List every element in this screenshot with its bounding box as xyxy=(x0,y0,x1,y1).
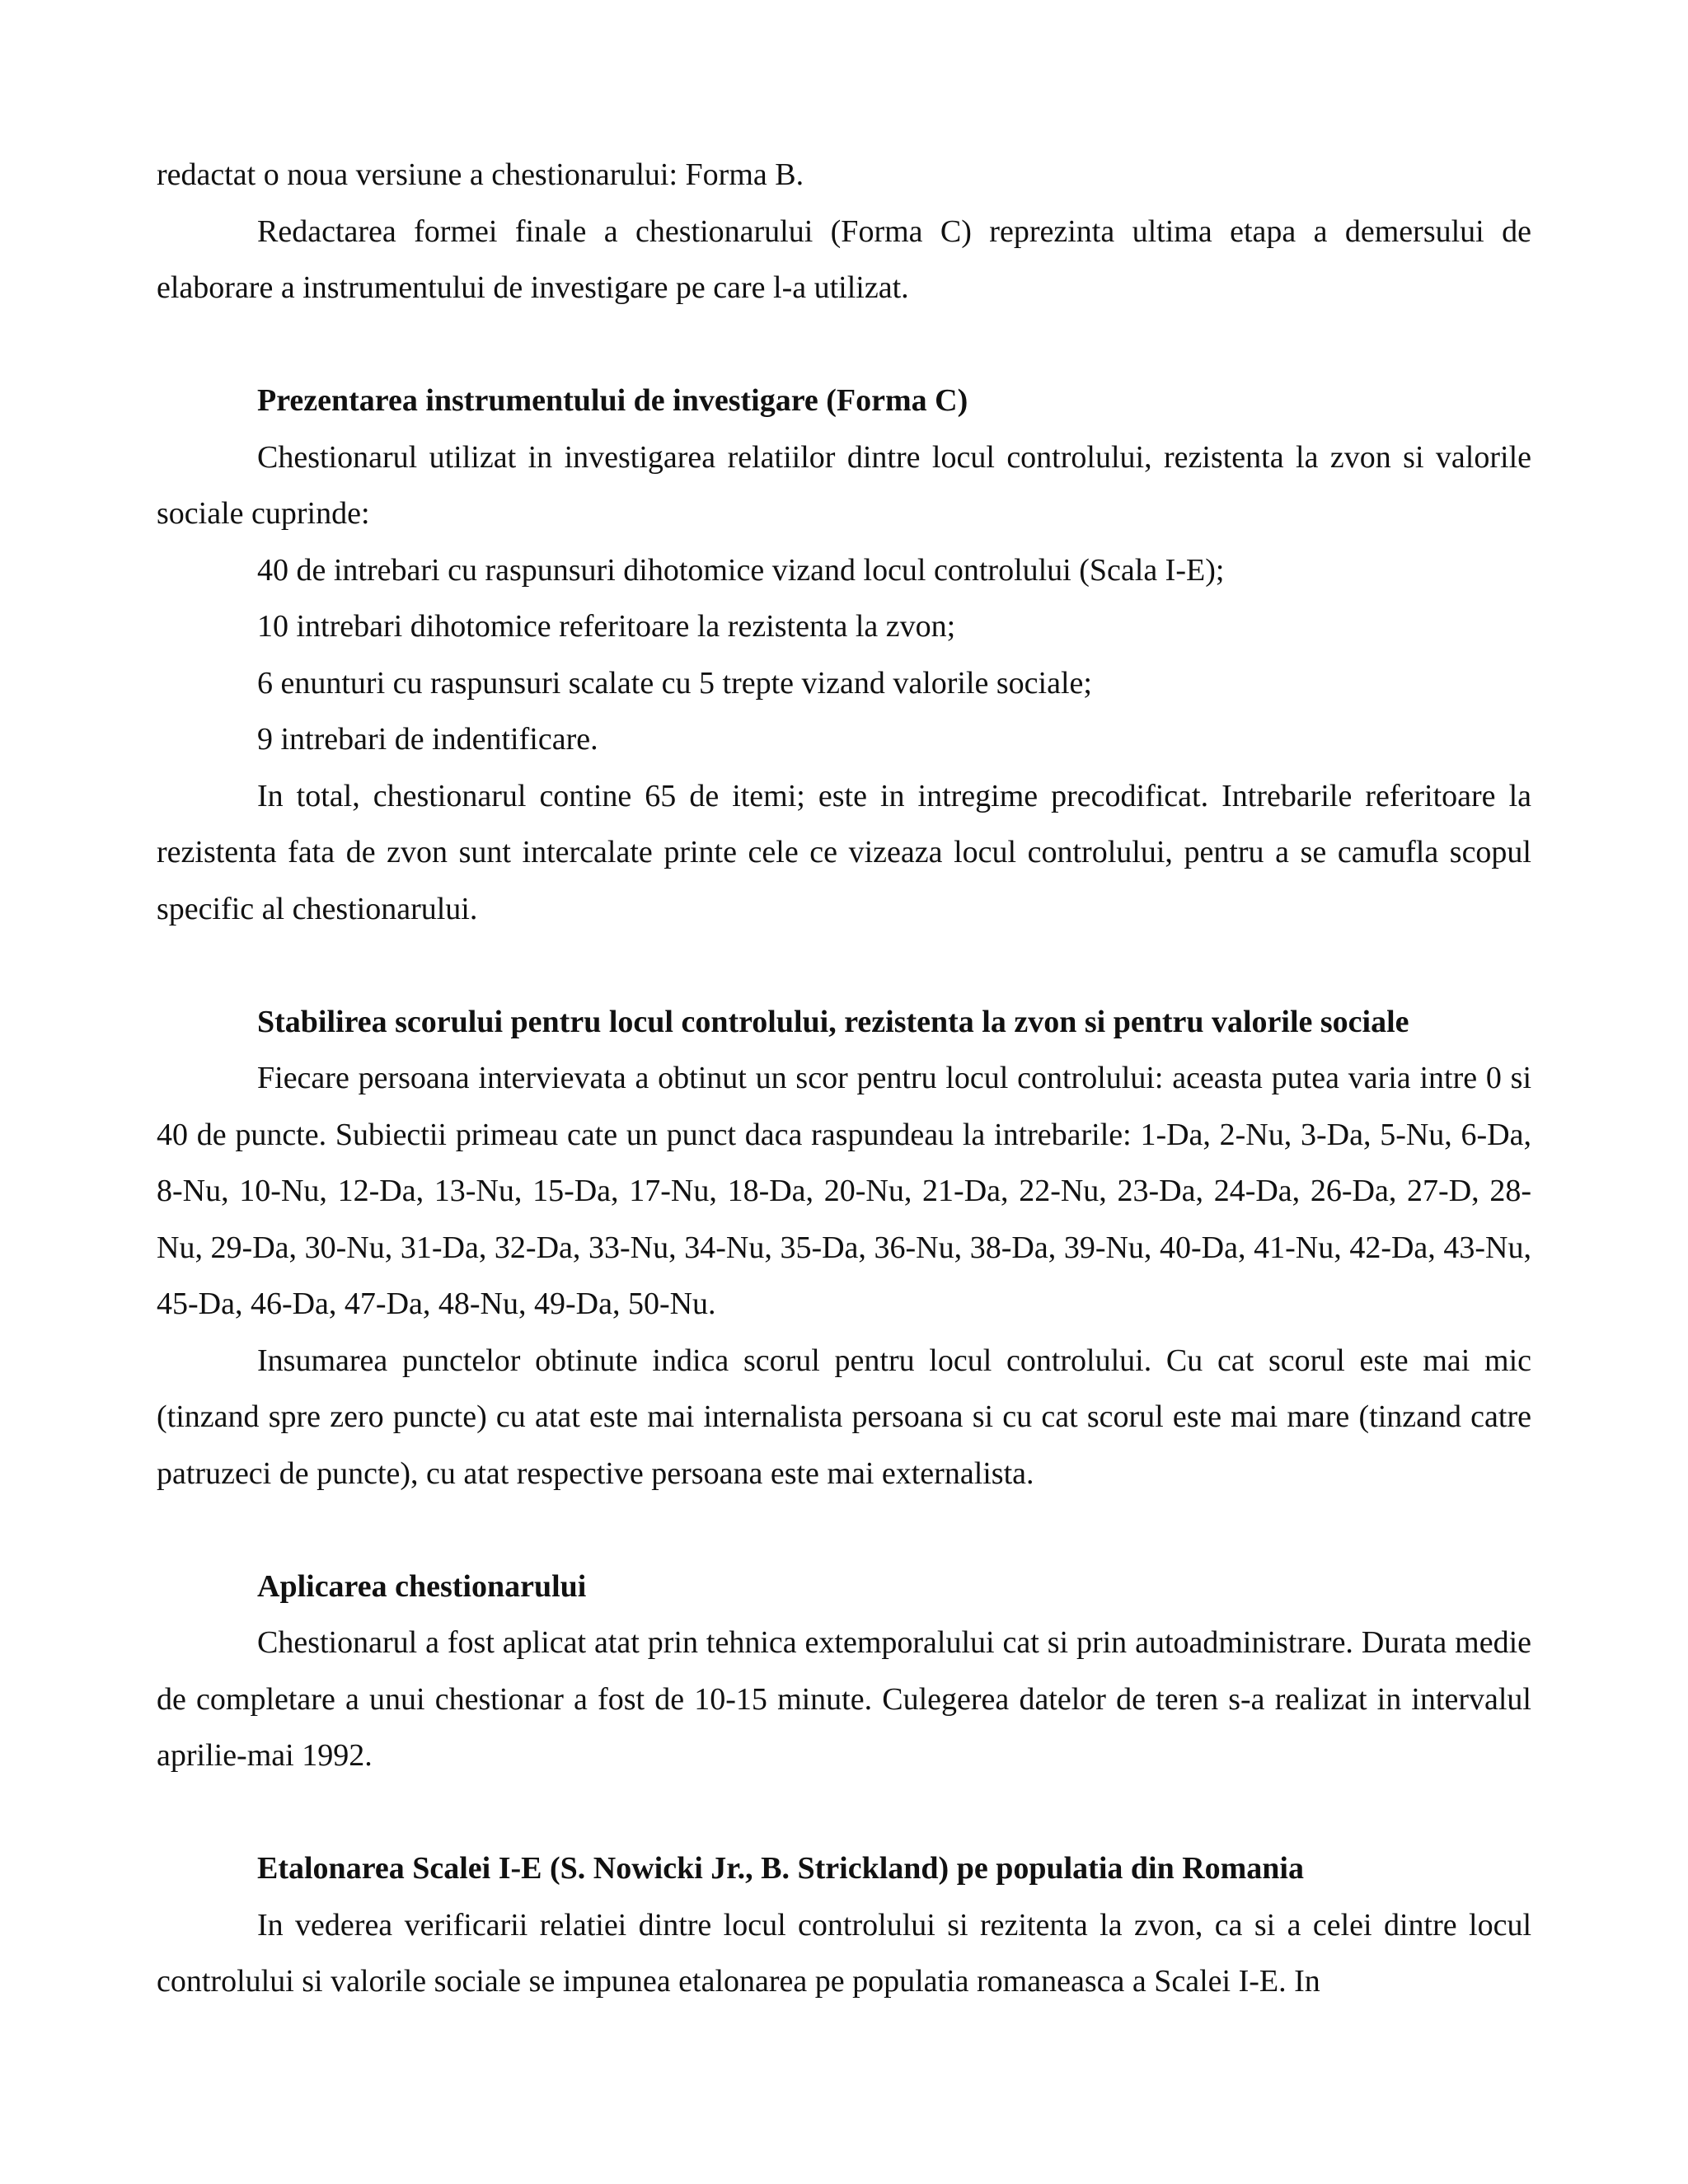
list-item: 6 enunturi cu raspunsuri scalate cu 5 trepte vizand valorile sociale; xyxy=(257,665,1092,701)
list-item: 40 de intrebari cu raspunsuri dihotomice vizand locul controlului (Scala I-E); xyxy=(257,552,1225,588)
section-spacer xyxy=(157,316,1531,373)
section-spacer xyxy=(157,1502,1531,1558)
paragraph-scoring-key: Fiecare persoana intervievata a obtinut un scor pentru locul controlului: aceasta putea varia intre 0 si 40 de puncte. Subiectii primeau cate un punct daca raspundeau la intrebarile: 1-Da, 2-Nu, 3-Da, 5-Nu, 6-Da, 8-Nu, 10-Nu, 12-Da, 13-Nu, 15-Da, 17-Nu, 18-Da, 20-Nu, 21-Da, 22-Nu, 23-Da, 24-Da, 26-Da, 27-D, 28-Nu, 29-Da, 30-Nu, 31-Da, 32-Da, 33-Nu, 34-Nu, 35-Da, 36-Nu, 38-Da, 39-Nu, 40-Da, 41-Nu, 42-Da, 43-Nu, 45-Da, 46-Da, 47-Da, 48-Nu, 49-Da, 50-Nu. xyxy=(157,1061,1531,1321)
paragraph-application: Chestionarul a fost aplicat atat prin tehnica extemporalului cat si prin autoadministrare. Durata medie de completare a unui chestionar a fost de 10-15 minute. Culegerea datelor de teren s-a realizat in intervalul aprilie-mai 1992. xyxy=(157,1625,1531,1773)
document-page xyxy=(157,147,1531,2010)
section-heading-application: Aplicarea chestionarului xyxy=(257,1568,587,1604)
paragraph-final-form: Redactarea formei finale a chestionarului (Forma C) reprezinta ultima etapa a demersului de elaborare a instrumentului de investigare pe care l-a utilizat. xyxy=(157,213,1531,305)
section-heading-scoring: Stabilirea scorului pentru locul controlului, rezistenta la zvon si pentru valorile sociale xyxy=(257,1004,1409,1039)
section-heading-instrument: Prezentarea instrumentului de investigare (Forma C) xyxy=(257,383,968,418)
list-item: 10 intrebari dihotomice referitoare la rezistenta la zvon; xyxy=(257,609,956,644)
paragraph-total-items: In total, chestionarul contine 65 de itemi; este in intregime precodificat. Intrebarile referitoare la rezistenta fata de zvon sunt intercalate printe cele ce vizeaza locul controlului, pentru a se camufla scopul specific al chestionarului. xyxy=(157,778,1531,926)
paragraph-continuation: redactat o noua versiune a chestionarului: Forma B. xyxy=(157,157,804,192)
section-heading-calibration: Etalonarea Scalei I-E (S. Nowicki Jr., B. Strickland) pe populatia din Romania xyxy=(257,1851,1304,1886)
section-spacer xyxy=(157,937,1531,994)
paragraph-score-interpretation: Insumarea punctelor obtinute indica scorul pentru locul controlului. Cu cat scorul este mai mic (tinzand spre zero puncte) cu atat este mai internalista persoana si cu cat scorul este mai mare (tinzand catre patruzeci de puncte), cu atat respective persoana este mai externalista. xyxy=(157,1343,1531,1491)
paragraph-calibration: In vederea verificarii relatiei dintre locul controlului si rezitenta la zvon, ca si a celei dintre locul controlului si valorile sociale se impunea etalonarea pe populatia romaneasca a Scalei I-E. In xyxy=(157,1907,1531,1999)
list-item: 9 intrebari de indentificare. xyxy=(257,722,598,757)
paragraph-questionnaire-contents: Chestionarul utilizat in investigarea relatiilor dintre locul controlului, rezistenta la zvon si valorile sociale cuprinde: xyxy=(157,439,1531,531)
section-spacer xyxy=(157,1784,1531,1841)
